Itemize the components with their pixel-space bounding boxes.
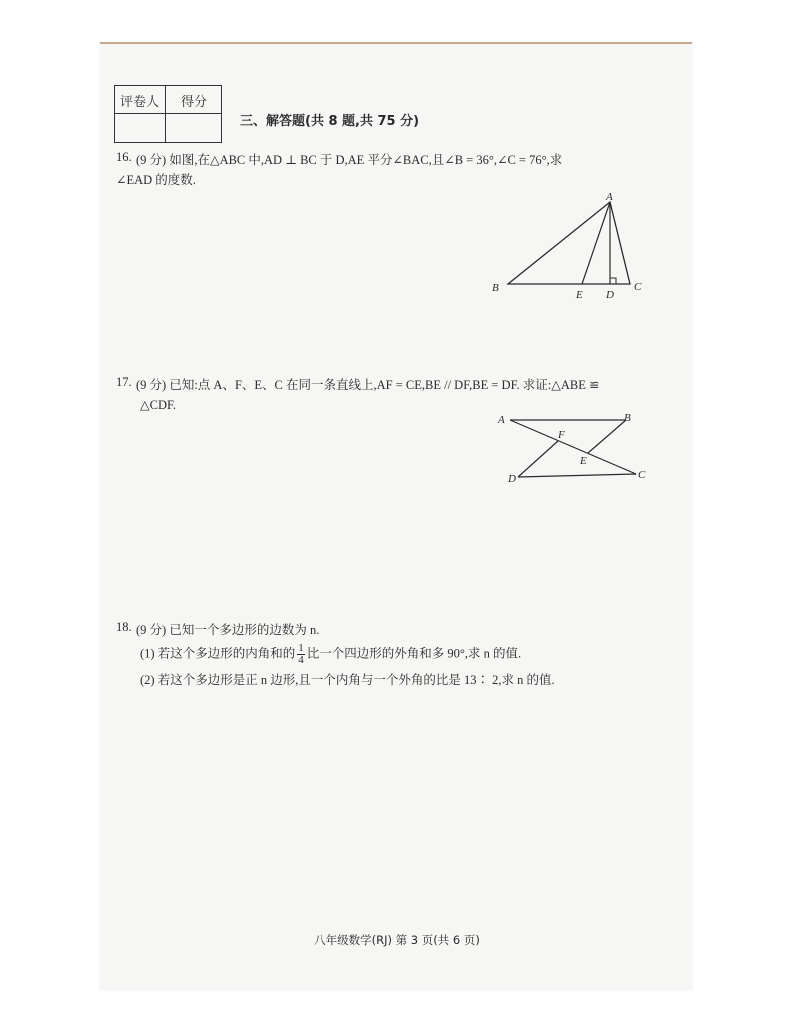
q18-number: 18.: [116, 620, 132, 634]
score-label: 得分: [181, 95, 208, 110]
label-c: C: [634, 281, 642, 293]
q18-intro: (9 分) 已知一个多边形的边数为 n.: [136, 623, 320, 637]
q18-part1-after: 比一个四边形的外角和多 90°,求 n 的值.: [306, 646, 522, 661]
q17-text-line1: (9 分) 已知:点 A、F、E、C 在同一条直线上,AF = CE,BE // DF,BE = DF. 求证:△ABE ≌: [136, 378, 600, 392]
segment-be: [588, 420, 626, 453]
right-angle-mark: [610, 278, 616, 284]
reviewer-label: 评卷人: [120, 95, 160, 110]
section-title: 三、解答题(共 8 题,共 75 分): [240, 114, 420, 129]
q16-text-line2: ∠EAD 的度数.: [116, 173, 196, 187]
q18-part1: [140, 643, 521, 666]
q17-text-line2: △CDF.: [140, 398, 177, 412]
label-b: B: [624, 412, 631, 424]
segment-ae: [582, 202, 610, 284]
score-table-header-row: [115, 86, 221, 114]
q18-part2: (2) 若这个多边形是正 n 边形,且一个内角与一个外角的比是 13∶ 2,求 n 的值.: [140, 673, 555, 687]
score-table-blank-row: [115, 114, 221, 142]
fraction-numerator: 1: [298, 642, 304, 654]
score-table: [114, 85, 222, 143]
triangle-abc: [508, 202, 630, 284]
q16-number: 16.: [116, 150, 132, 164]
score-table-divider: [165, 86, 166, 142]
label-c: C: [638, 469, 646, 481]
label-e: E: [580, 455, 587, 467]
label-f: F: [558, 429, 565, 441]
label-e: E: [576, 289, 583, 301]
label-d: D: [508, 473, 516, 485]
q18-part1-before: (1) 若这个多边形的内角和的: [140, 646, 296, 661]
fraction-one-quarter: [297, 643, 305, 666]
q16-triangle-figure: [488, 190, 648, 305]
segment-dc: [518, 474, 636, 477]
label-a: A: [498, 414, 505, 426]
q16-text-line1: (9 分) 如图,在△ABC 中,AD ⊥ BC 于 D,AE 平分∠BAC,且∠B = 36°,∠C = 76°,求: [136, 153, 563, 167]
label-b: B: [492, 282, 499, 294]
segment-df: [518, 441, 558, 477]
q17-number: 17.: [116, 375, 132, 389]
label-a: A: [606, 191, 613, 203]
page-footer: 八年级数学(RJ) 第 3 页(共 6 页): [314, 933, 480, 947]
label-d: D: [606, 289, 614, 301]
q17-figure: [496, 408, 656, 488]
fraction-denominator: 4: [298, 654, 304, 666]
